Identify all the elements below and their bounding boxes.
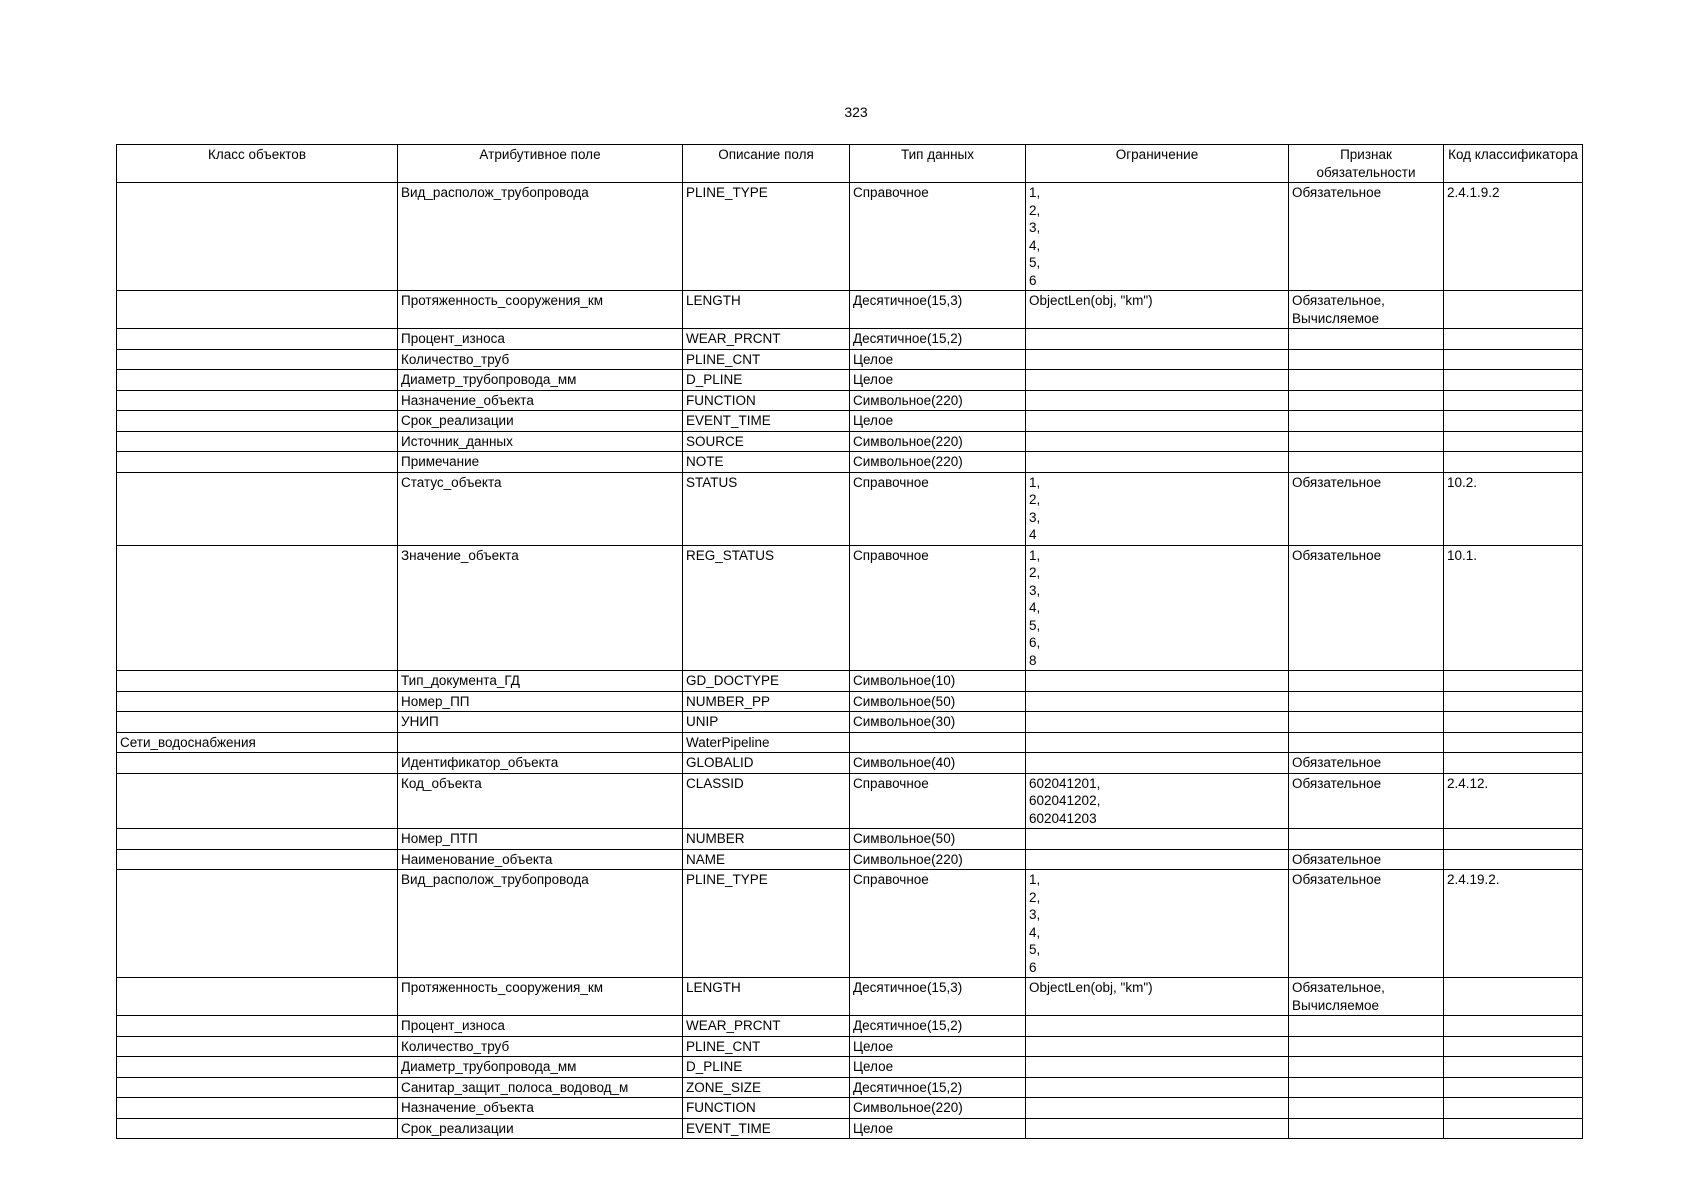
- cell-mandatory-flag: Обязательное: [1289, 870, 1444, 978]
- cell-classifier-code: 2.4.12.: [1444, 773, 1583, 829]
- cell-object-class: [117, 390, 398, 411]
- cell-object-class: [117, 829, 398, 850]
- cell-constraint: [1026, 1077, 1289, 1098]
- cell-field-description: UNIP: [683, 712, 850, 733]
- cell-field-description: NUMBER_PP: [683, 691, 850, 712]
- cell-attribute-field: Тип_документа_ГД: [398, 671, 683, 692]
- cell-constraint: 602041201, 602041202, 602041203: [1026, 773, 1289, 829]
- table-row: [117, 472, 1583, 545]
- cell-object-class: [117, 452, 398, 473]
- cell-classifier-code: [1444, 291, 1583, 329]
- cell-attribute-field: Назначение_объекта: [398, 1098, 683, 1119]
- cell-data-type: Символьное(220): [850, 452, 1026, 473]
- cell-object-class: Сети_водоснабжения: [117, 732, 398, 753]
- cell-classifier-code: [1444, 1036, 1583, 1057]
- cell-field-description: NAME: [683, 849, 850, 870]
- cell-classifier-code: [1444, 1016, 1583, 1037]
- cell-field-description: PLINE_TYPE: [683, 870, 850, 978]
- cell-attribute-field: Санитар_защит_полоса_водовод_м: [398, 1077, 683, 1098]
- cell-attribute-field: Протяженность_сооружения_км: [398, 978, 683, 1016]
- cell-constraint: [1026, 1118, 1289, 1139]
- table-row: [117, 329, 1583, 350]
- cell-data-type: Символьное(50): [850, 691, 1026, 712]
- cell-data-type: Десятичное(15,2): [850, 329, 1026, 350]
- cell-object-class: [117, 849, 398, 870]
- cell-attribute-field: Значение_объекта: [398, 545, 683, 671]
- cell-field-description: LENGTH: [683, 291, 850, 329]
- cell-data-type: Целое: [850, 1057, 1026, 1078]
- cell-field-description: NUMBER: [683, 829, 850, 850]
- cell-attribute-field: Источник_данных: [398, 431, 683, 452]
- cell-object-class: [117, 753, 398, 774]
- cell-mandatory-flag: [1289, 452, 1444, 473]
- cell-attribute-field: Срок_реализации: [398, 1118, 683, 1139]
- cell-constraint: 1, 2, 3, 4, 5, 6: [1026, 870, 1289, 978]
- cell-constraint: [1026, 370, 1289, 391]
- table-row: [117, 732, 1583, 753]
- cell-object-class: [117, 291, 398, 329]
- cell-constraint: [1026, 691, 1289, 712]
- table-row: [117, 773, 1583, 829]
- cell-classifier-code: [1444, 370, 1583, 391]
- cell-object-class: [117, 1098, 398, 1119]
- cell-data-type: Символьное(220): [850, 1098, 1026, 1119]
- cell-classifier-code: 2.4.19.2.: [1444, 870, 1583, 978]
- cell-classifier-code: [1444, 978, 1583, 1016]
- table-row: [117, 291, 1583, 329]
- cell-data-type: Десятичное(15,3): [850, 291, 1026, 329]
- cell-mandatory-flag: [1289, 829, 1444, 850]
- cell-mandatory-flag: [1289, 411, 1444, 432]
- table-row: [117, 1016, 1583, 1037]
- cell-constraint: [1026, 452, 1289, 473]
- table-row: [117, 349, 1583, 370]
- cell-data-type: Целое: [850, 349, 1026, 370]
- cell-classifier-code: 10.2.: [1444, 472, 1583, 545]
- cell-data-type: Символьное(220): [850, 849, 1026, 870]
- table-row: [117, 1098, 1583, 1119]
- cell-mandatory-flag: [1289, 431, 1444, 452]
- cell-attribute-field: Процент_износа: [398, 329, 683, 350]
- table-row: [117, 870, 1583, 978]
- table-header-row: [117, 145, 1583, 183]
- cell-constraint: [1026, 349, 1289, 370]
- cell-data-type: Справочное: [850, 773, 1026, 829]
- cell-constraint: ObjectLen(obj, "km"): [1026, 978, 1289, 1016]
- cell-field-description: WEAR_PRCNT: [683, 329, 850, 350]
- cell-classifier-code: [1444, 329, 1583, 350]
- cell-data-type: Целое: [850, 411, 1026, 432]
- cell-object-class: [117, 183, 398, 291]
- cell-object-class: [117, 1016, 398, 1037]
- cell-data-type: Символьное(40): [850, 753, 1026, 774]
- cell-mandatory-flag: [1289, 732, 1444, 753]
- cell-mandatory-flag: [1289, 712, 1444, 733]
- cell-attribute-field: Процент_износа: [398, 1016, 683, 1037]
- cell-mandatory-flag: Обязательное, Вычисляемое: [1289, 291, 1444, 329]
- cell-field-description: ZONE_SIZE: [683, 1077, 850, 1098]
- cell-object-class: [117, 329, 398, 350]
- cell-field-description: WEAR_PRCNT: [683, 1016, 850, 1037]
- cell-field-description: WaterPipeline: [683, 732, 850, 753]
- cell-classifier-code: 10.1.: [1444, 545, 1583, 671]
- cell-constraint: 1, 2, 3, 4, 5, 6, 8: [1026, 545, 1289, 671]
- cell-constraint: [1026, 849, 1289, 870]
- cell-mandatory-flag: [1289, 1077, 1444, 1098]
- cell-data-type: Символьное(30): [850, 712, 1026, 733]
- table-row: [117, 370, 1583, 391]
- header-field-description: Описание поля: [683, 145, 850, 183]
- cell-data-type: Справочное: [850, 472, 1026, 545]
- table-row: [117, 1077, 1583, 1098]
- cell-object-class: [117, 1036, 398, 1057]
- cell-classifier-code: 2.4.1.9.2: [1444, 183, 1583, 291]
- cell-mandatory-flag: [1289, 1016, 1444, 1037]
- cell-data-type: Символьное(50): [850, 829, 1026, 850]
- table-row: [117, 849, 1583, 870]
- cell-mandatory-flag: [1289, 1098, 1444, 1119]
- cell-field-description: LENGTH: [683, 978, 850, 1016]
- cell-object-class: [117, 773, 398, 829]
- cell-field-description: GLOBALID: [683, 753, 850, 774]
- table-row: [117, 431, 1583, 452]
- cell-mandatory-flag: Обязательное, Вычисляемое: [1289, 978, 1444, 1016]
- cell-object-class: [117, 545, 398, 671]
- cell-constraint: [1026, 390, 1289, 411]
- cell-mandatory-flag: Обязательное: [1289, 183, 1444, 291]
- cell-classifier-code: [1444, 671, 1583, 692]
- table-row: [117, 671, 1583, 692]
- cell-attribute-field: Статус_объекта: [398, 472, 683, 545]
- cell-classifier-code: [1444, 732, 1583, 753]
- cell-constraint: [1026, 671, 1289, 692]
- cell-object-class: [117, 978, 398, 1016]
- cell-data-type: [850, 732, 1026, 753]
- cell-constraint: 1, 2, 3, 4, 5, 6: [1026, 183, 1289, 291]
- cell-constraint: [1026, 1098, 1289, 1119]
- cell-attribute-field: Протяженность_сооружения_км: [398, 291, 683, 329]
- header-data-type: Тип данных: [850, 145, 1026, 183]
- cell-object-class: [117, 870, 398, 978]
- cell-constraint: ObjectLen(obj, "km"): [1026, 291, 1289, 329]
- cell-field-description: NOTE: [683, 452, 850, 473]
- table-row: [117, 978, 1583, 1016]
- cell-field-description: STATUS: [683, 472, 850, 545]
- cell-classifier-code: [1444, 452, 1583, 473]
- cell-data-type: Справочное: [850, 870, 1026, 978]
- cell-mandatory-flag: [1289, 349, 1444, 370]
- cell-attribute-field: Диаметр_трубопровода_мм: [398, 1057, 683, 1078]
- cell-field-description: PLINE_CNT: [683, 1036, 850, 1057]
- table-row: [117, 1057, 1583, 1078]
- cell-field-description: EVENT_TIME: [683, 1118, 850, 1139]
- cell-attribute-field: Назначение_объекта: [398, 390, 683, 411]
- cell-mandatory-flag: [1289, 1057, 1444, 1078]
- cell-attribute-field: Вид_располож_трубопровода: [398, 183, 683, 291]
- cell-data-type: Целое: [850, 1036, 1026, 1057]
- cell-constraint: [1026, 329, 1289, 350]
- cell-field-description: EVENT_TIME: [683, 411, 850, 432]
- cell-constraint: [1026, 1057, 1289, 1078]
- cell-data-type: Справочное: [850, 183, 1026, 291]
- cell-field-description: D_PLINE: [683, 370, 850, 391]
- cell-mandatory-flag: Обязательное: [1289, 545, 1444, 671]
- cell-classifier-code: [1444, 1057, 1583, 1078]
- cell-constraint: [1026, 411, 1289, 432]
- cell-classifier-code: [1444, 431, 1583, 452]
- table-row: [117, 545, 1583, 671]
- header-classifier-code: Код классификатора: [1444, 145, 1583, 183]
- cell-attribute-field: Идентификатор_объекта: [398, 753, 683, 774]
- table-row: [117, 1118, 1583, 1139]
- cell-mandatory-flag: [1289, 691, 1444, 712]
- cell-attribute-field: Номер_ПТП: [398, 829, 683, 850]
- header-attribute-field: Атрибутивное поле: [398, 145, 683, 183]
- cell-data-type: Десятичное(15,2): [850, 1016, 1026, 1037]
- cell-classifier-code: [1444, 691, 1583, 712]
- header-mandatory-flag: Признак обязательности: [1289, 145, 1444, 183]
- cell-constraint: [1026, 712, 1289, 733]
- cell-data-type: Символьное(10): [850, 671, 1026, 692]
- cell-attribute-field: Наименование_объекта: [398, 849, 683, 870]
- cell-data-type: Целое: [850, 1118, 1026, 1139]
- cell-classifier-code: [1444, 712, 1583, 733]
- cell-field-description: D_PLINE: [683, 1057, 850, 1078]
- cell-field-description: FUNCTION: [683, 390, 850, 411]
- cell-mandatory-flag: [1289, 390, 1444, 411]
- table-row: [117, 753, 1583, 774]
- cell-object-class: [117, 712, 398, 733]
- cell-attribute-field: Срок_реализации: [398, 411, 683, 432]
- table-row: [117, 691, 1583, 712]
- cell-classifier-code: [1444, 849, 1583, 870]
- cell-constraint: [1026, 753, 1289, 774]
- cell-attribute-field: УНИП: [398, 712, 683, 733]
- cell-classifier-code: [1444, 411, 1583, 432]
- cell-object-class: [117, 691, 398, 712]
- cell-data-type: Десятичное(15,3): [850, 978, 1026, 1016]
- cell-object-class: [117, 671, 398, 692]
- attribute-table: [116, 144, 1583, 1139]
- table-row: [117, 411, 1583, 432]
- table-row: [117, 452, 1583, 473]
- header-object-class: Класс объектов: [117, 145, 398, 183]
- cell-attribute-field: Примечание: [398, 452, 683, 473]
- cell-field-description: REG_STATUS: [683, 545, 850, 671]
- cell-constraint: [1026, 431, 1289, 452]
- cell-constraint: [1026, 1036, 1289, 1057]
- cell-constraint: 1, 2, 3, 4: [1026, 472, 1289, 545]
- cell-constraint: [1026, 1016, 1289, 1037]
- cell-data-type: Целое: [850, 370, 1026, 391]
- cell-field-description: SOURCE: [683, 431, 850, 452]
- cell-attribute-field: Номер_ПП: [398, 691, 683, 712]
- cell-mandatory-flag: [1289, 1118, 1444, 1139]
- cell-constraint: [1026, 829, 1289, 850]
- cell-data-type: Справочное: [850, 545, 1026, 671]
- cell-classifier-code: [1444, 1077, 1583, 1098]
- cell-object-class: [117, 431, 398, 452]
- header-constraint: Ограничение: [1026, 145, 1289, 183]
- table-row: [117, 1036, 1583, 1057]
- cell-mandatory-flag: Обязательное: [1289, 472, 1444, 545]
- cell-classifier-code: [1444, 349, 1583, 370]
- cell-classifier-code: [1444, 390, 1583, 411]
- cell-mandatory-flag: Обязательное: [1289, 849, 1444, 870]
- cell-classifier-code: [1444, 829, 1583, 850]
- cell-attribute-field: Код_объекта: [398, 773, 683, 829]
- cell-object-class: [117, 349, 398, 370]
- cell-attribute-field: [398, 732, 683, 753]
- cell-mandatory-flag: [1289, 1036, 1444, 1057]
- cell-object-class: [117, 1118, 398, 1139]
- cell-mandatory-flag: [1289, 671, 1444, 692]
- cell-field-description: GD_DOCTYPE: [683, 671, 850, 692]
- cell-mandatory-flag: Обязательное: [1289, 753, 1444, 774]
- cell-attribute-field: Количество_труб: [398, 349, 683, 370]
- cell-mandatory-flag: [1289, 370, 1444, 391]
- cell-object-class: [117, 1057, 398, 1078]
- cell-data-type: Символьное(220): [850, 390, 1026, 411]
- cell-classifier-code: [1444, 753, 1583, 774]
- table-row: [117, 829, 1583, 850]
- cell-attribute-field: Диаметр_трубопровода_мм: [398, 370, 683, 391]
- cell-data-type: Символьное(220): [850, 431, 1026, 452]
- cell-attribute-field: Вид_располож_трубопровода: [398, 870, 683, 978]
- cell-field-description: PLINE_CNT: [683, 349, 850, 370]
- table-row: [117, 712, 1583, 733]
- cell-object-class: [117, 472, 398, 545]
- page-number: 323: [844, 104, 868, 120]
- table-row: [117, 183, 1583, 291]
- cell-mandatory-flag: [1289, 329, 1444, 350]
- cell-constraint: [1026, 732, 1289, 753]
- cell-field-description: PLINE_TYPE: [683, 183, 850, 291]
- cell-attribute-field: Количество_труб: [398, 1036, 683, 1057]
- cell-classifier-code: [1444, 1098, 1583, 1119]
- table-body: [117, 183, 1583, 1139]
- cell-classifier-code: [1444, 1118, 1583, 1139]
- cell-object-class: [117, 411, 398, 432]
- cell-data-type: Десятичное(15,2): [850, 1077, 1026, 1098]
- cell-field-description: FUNCTION: [683, 1098, 850, 1119]
- cell-field-description: CLASSID: [683, 773, 850, 829]
- cell-object-class: [117, 1077, 398, 1098]
- cell-mandatory-flag: Обязательное: [1289, 773, 1444, 829]
- table-row: [117, 390, 1583, 411]
- cell-object-class: [117, 370, 398, 391]
